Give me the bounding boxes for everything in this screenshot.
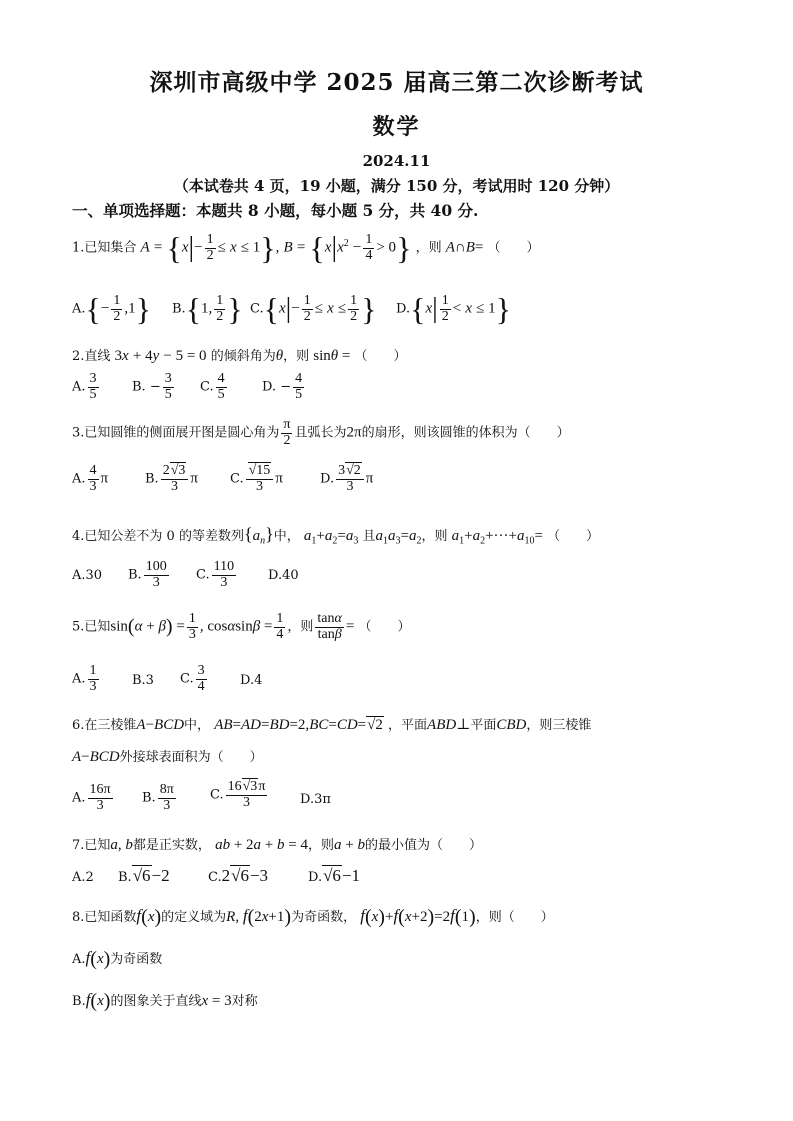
exam-date: 2024.11 (362, 152, 431, 170)
subject-title: 数学 (372, 114, 421, 140)
q7-option-c: C.2√6−3 (208, 866, 269, 885)
q8-option-a: A.f(x)为奇函数 (72, 948, 163, 970)
q2-option-b: B. − $\frac{3}{5}$ (132, 371, 172, 402)
q1-option-d: D.{x| $\frac{1}{2}$ < x ≤ 1} (396, 291, 511, 327)
q1-option-b: B.{1, $\frac{1}{2}$ } (172, 291, 243, 327)
question-5: 5.已知sin(α + β) = $\frac{1}{3}$ , cosαsinβ = $\frac{1}{4}$ ，则 $\frac{\tan\alpha}{\tan\beta}$ = （ ） (72, 611, 411, 642)
q3-option-b: B. $\frac{2√3}{3}$ π (145, 463, 198, 494)
question-1: 1.已知集合 A = {x|− $\frac{1}{2}$ ≤ x ≤ 1}, $B = \{x|x^2$ − $\frac{1}{4}$ > 0} ，则 A∩B= （ ） (72, 230, 540, 266)
q6-option-b: B. $\frac{8\pi}{3}$ (142, 782, 174, 813)
q4-option-d: D.40 (268, 568, 299, 583)
q5-option-a: A. $\frac{1}{3}$ (72, 663, 97, 694)
q7-option-b: B.√6−2 (118, 866, 170, 885)
q5-option-b: B.3 (132, 673, 154, 688)
question-6-line-2: A−BCD外接球表面积为（ ） (72, 749, 263, 765)
q4-option-b: B. $\frac{100}{3}$ (128, 559, 167, 590)
question-2: 2.直线 3x + 4y − 5 = 0 的倾斜角为θ，则 sinθ = （ ） (72, 348, 407, 364)
q2-option-c: C. $\frac{4}{5}$ (200, 371, 225, 402)
question-8: 8.已知函数f(x)的定义域为R, f(2x+1)为奇函数， f(x)+f(x+2)=2f(1)，则（ ） (72, 906, 554, 928)
question-6: 6.在三棱锥A−BCD中， AB=AD=BD=2,BC=CD=√2 ，平面ABD⊥平面CBD，则三棱锥 (72, 717, 592, 733)
q2-option-d: D. − $\frac{4}{5}$ (262, 371, 303, 402)
q1-option-c: C.{x|− $\frac{1}{2}$ ≤ x ≤ $\frac{1}{2}$ } (250, 291, 377, 327)
q4-option-a: A.30 (72, 568, 103, 583)
q7-option-a: A.2 (72, 870, 94, 885)
q5-option-c: C. $\frac{3}{4}$ (180, 663, 205, 694)
question-4: 4.已知公差不为 0 的等差数列$\{a_n\}$中， $a_1+a_2=a_3$ 且$a_1a_3=a_2$，则 $a_1+a_2+\cdot\cdot\cdot+a_{10}=$ （ ） (72, 524, 600, 547)
q7-option-d: D.√6−1 (308, 866, 361, 885)
section-heading: 一、单项选择题：本题共 8 小题，每小题 5 分，共 40 分. (72, 201, 479, 220)
q6-option-a: A. $\frac{16\pi}{3}$ (72, 782, 111, 813)
q2-option-a: A. $\frac{3}{5}$ (72, 371, 97, 402)
q6-option-d: D.3π (300, 792, 331, 807)
exam-title: 深圳市高级中学 2025 届高三第二次诊断考试 (149, 69, 644, 96)
q3-option-c: C. $\frac{√15}{3}$ π (230, 463, 283, 494)
question-7: 7.已知a, b都是正实数， ab + 2a + b = 4，则a + b的最小值为（ ） (72, 837, 482, 853)
q5-option-d: D.4 (240, 673, 263, 688)
exam-note: （本试卷共 4 页，19 小题，满分 150 分，考试用时 120 分钟） (173, 177, 620, 195)
q3-option-a: A. $\frac{4}{3}$ π (72, 463, 109, 494)
question-3: 3.已知圆锥的侧面展开图是圆心角为 $\frac{\pi}{2}$ 且弧长为2π的扇形，则该圆锥的体积为（ ） (72, 417, 570, 448)
q1-option-a: A.{− $\frac{1}{2}$ ,1} (72, 291, 151, 327)
q3-option-d: D. $\frac{3√2}{3}$ π (320, 463, 374, 494)
q8-option-b: B.f(x)的图象关于直线x = 3对称 (72, 990, 258, 1012)
q4-option-c: C. $\frac{110}{3}$ (196, 559, 235, 590)
q6-option-c: C. $\frac{16√3\pi}{3}$ (210, 779, 266, 810)
